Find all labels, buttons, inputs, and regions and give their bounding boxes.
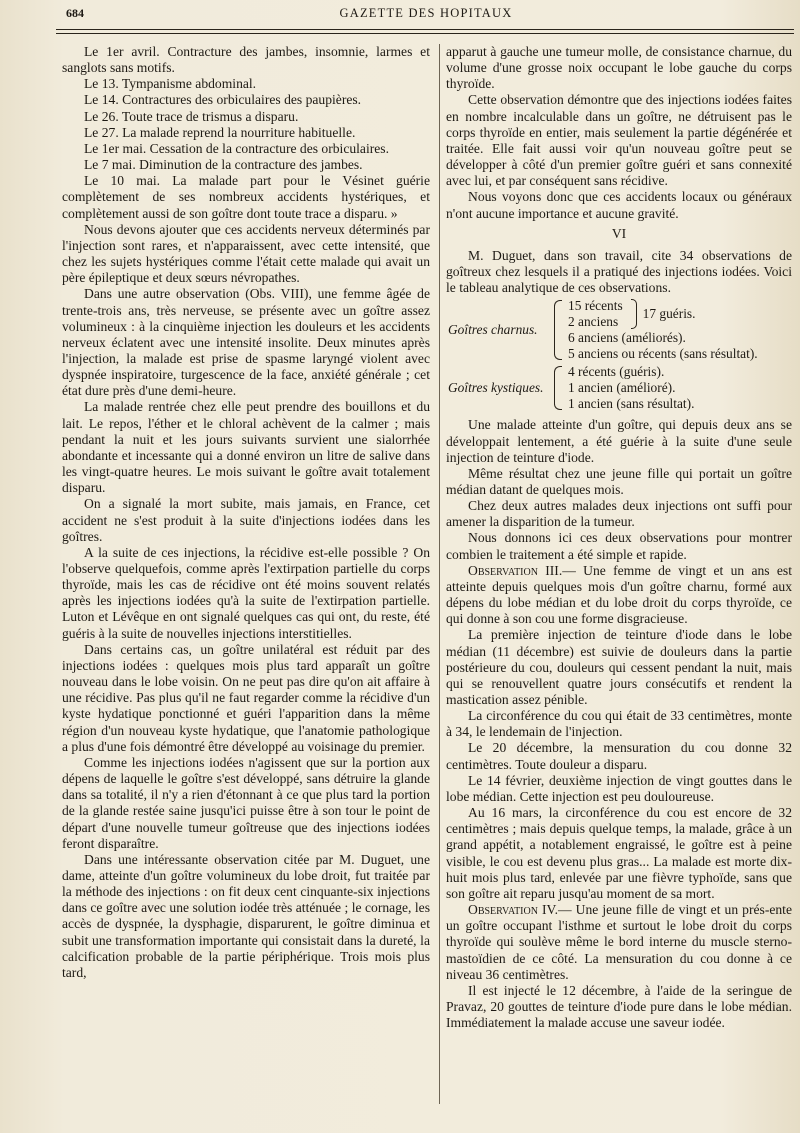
observation-heading: Observation III.	[468, 562, 563, 578]
paragraph: Le 14 février, deuxième injection de vingt gouttes dans le lobe médian. Cette injection est peu douloureuse.	[446, 772, 792, 804]
running-title: GAZETTE DES HOPITAUX	[339, 6, 513, 20]
paragraph: La malade rentrée chez elle peut prendre des bouillons et du lait. Le repos, l'éther et le chloral achèvent de la calmer ; mais pendant la nuit et les jours suivants survient une sialorrhée abondante et incessante qui a donné environ un litre de salive dans les vingt-quatre heures. Le mois suivant le goître avait totalement disparu.	[62, 399, 430, 496]
paragraph: Dans une intéressante observation citée par M. Duguet, une dame, atteinte d'un goître volumineux du lobe droit, fut traitée par la méthode des injections : on fit deux cent cinquante-six injections dans ce goître avec une solution iodée très atténuée ; le cornage, les accès de dyspnée, la dysphagie, disparurent, le goître diminua et subit une transformation importante qui consistait dans la dureté, la calcification probable de la partie périphérique. Trois mois plus tard,	[62, 851, 430, 980]
table-entry: 1 ancien (amélioré).	[568, 380, 676, 396]
table-entry: 17 guéris.	[642, 306, 696, 322]
analytic-table	[446, 298, 792, 412]
paragraph: Il est injecté le 12 décembre, à l'aide de la seringue de Pravaz, 20 gouttes de teinture d'iode pure dans le lobe médian. Immédiatement la malade accuse une saveur iodée.	[446, 982, 792, 1031]
page-number: 684	[66, 6, 84, 20]
paragraph: Une malade atteinte d'un goître, qui depuis deux ans se développait lentement, a été guérie à la suite d'une seule injection de teinture d'iode.	[446, 417, 792, 465]
header-rule-double	[56, 33, 794, 34]
paragraph: Chez deux autres malades deux injections ont suffi pour amener la disparition de la tumeur.	[446, 498, 792, 530]
paragraph: M. Duguet, dans son travail, cite 34 observations de goîtreux chez lesquels il a pratiqué des injections iodées. Voici le tableau analytique de ces observations.	[446, 247, 792, 296]
observation-text: — Une jeune fille de vingt et un prés-ente un goître occupant l'isthme et surtout le lobe droit du corps thyroïde qui soulève même le bord interne du muscle sterno-mastoïdien de ce côté. La mensuration du cou donne à ce niveau 36 centimètres.	[446, 902, 792, 982]
paragraph: Le 10 mai. La malade part pour le Vésinet guérie complètement de ses nombreux accidents hystériques, et complètement aussi de son goître dont toute trace a disparu. »	[62, 173, 430, 221]
left-column	[62, 44, 430, 981]
right-column	[446, 44, 792, 1031]
paragraph: Le 13. Tympanisme abdominal.	[84, 76, 257, 92]
paragraph: Nous voyons donc que ces accidents locaux ou généraux n'ont aucune importance et aucune gravité.	[446, 189, 792, 221]
paragraph: Cette observation démontre que des injections iodées faites en nombre incalculable dans un goître, ne détruisent pas le corps thyroïde en entier, mais seulement la partie dégénérée et traitée. Elle fait aussi voir qu'un nouveau goître peut se développer à côté d'un premier goître guéri et sans connexité avec lui, et par conséquent sans récidive.	[446, 92, 792, 189]
paragraph: Le 7 mai. Diminution de la contracture des jambes.	[84, 157, 363, 173]
group-entries	[568, 298, 758, 362]
group-label: Goîtres kystiques.	[448, 380, 544, 396]
paragraph: La première injection de teinture d'iode dans le lobe médian (11 décembre) est suivie de douleurs dans la partie postérieure du cou, douleurs qui cessent pendant la nuit, mais qui se renouvellent quatre jours consécutifs et rendent la mastication assez pénible.	[446, 627, 792, 707]
paragraph: Le 26. Toute trace de trismus a disparu.	[84, 108, 299, 124]
paragraph: On a signalé la mort subite, mais jamais, en France, cet accident ne s'est produit à la suite d'injections iodées dans les goîtres.	[62, 496, 430, 544]
table-group-kystiques	[446, 364, 792, 412]
paragraph: La circonférence du cou qui était de 33 centimètres, monte à 34, le lendemain de l'injection.	[446, 708, 792, 740]
paragraph: A la suite de ces injections, la récidive est-elle possible ? On l'observe quelquefois, comme après l'extirpation partielle du corps thyroïde, mais les cas de récidive ont été moins souvent relatés après les injections iodées qu'à la suite de l'extirpation partielle. Luton et Lévêque en ont signalé quelques cas qui ont, du reste, été guéris à la suite de nouvelles injections interstitielles.	[62, 544, 430, 641]
table-entry: 5 anciens ou récents (sans résultat).	[568, 346, 758, 362]
paragraph: Le 27. La malade reprend la nourriture habituelle.	[84, 124, 356, 140]
table-entry: 1 ancien (sans résultat).	[568, 396, 695, 412]
paragraph: Nous donnons ici ces deux observations pour montrer combien le traitement a été simple et rapide.	[446, 530, 792, 562]
brace	[631, 299, 637, 329]
group-label: Goîtres charnus.	[448, 322, 538, 338]
observation-paragraph	[446, 902, 792, 983]
paragraph: Le 1er avril. Contracture des jambes, insomnie, larmes et sanglots sans motifs.	[62, 44, 430, 76]
brace	[554, 366, 562, 410]
group-entries	[568, 364, 694, 412]
paragraph: Dans une autre observation (Obs. VIII), une femme âgée de trente-trois ans, très nerveuse, se présente avec un goître assez volumineux : à la cinquième injection les douleurs et les accidents nerveux éclatent avec une intensité insolite. Deux minutes après l'injection, la malade est prise de spasme laryngé violent avec dyspnée inspiratoire, turgescence de la face, anxiété générale ; cet état dure près d'une demi-heure.	[62, 286, 430, 399]
table-group-charnus	[446, 298, 792, 362]
paragraph: Le 14. Contractures des orbiculaires des paupières.	[84, 92, 362, 108]
brace	[554, 300, 562, 360]
section-number: VI	[611, 225, 627, 241]
table-entry: 4 récents (guéris).	[568, 364, 665, 380]
paragraph: Nous devons ajouter que ces accidents nerveux déterminés par l'injection sont rares, et n'apparaissent, avec cette intensité, que chez les sujets hystériques comme l'était cette malade qui avait un père épileptique et deux sœurs névropathes.	[62, 221, 430, 286]
paragraph: Dans certains cas, un goître unilatéral est réduit par des injections iodées : quelques mois plus tard apparaît un goître nouveau dans le lobe voisin. On ne peut pas dire qu'on ait affaire à une récidive. Pas plus qu'il ne faut regarder comme la récidive d'un kyste hydatique ponctionné et guéri l'apparition dans la même région d'un nouveau kyste hydatique, que l'anatomie pathologique a plus d'une fois démontré être développé au voisinage du premier.	[62, 641, 430, 754]
paragraph: Même résultat chez une jeune fille qui portait un goître médian datant de quelques mois.	[446, 465, 792, 497]
table-entry: 15 récents	[568, 298, 623, 314]
observation-heading: Observation IV.	[468, 902, 558, 918]
table-entry: 6 anciens (améliorés).	[568, 330, 686, 346]
paragraph: Au 16 mars, la circonférence du cou est encore de 32 centimètres ; mais depuis quelque temps, la malade, grâce à un grand appétit, a notablement engraissé, le goître est à peine visible, le cou est devenu plus gras... La malade est morte dix-huit mois plus tard, enlevée par une fièvre typhoïde, sans que son goître ait reparu jusqu'au moment de sa mort.	[446, 805, 792, 901]
observation-paragraph	[446, 563, 792, 628]
paragraph: Le 1er mai. Cessation de la contracture des orbiculaires.	[84, 140, 389, 156]
column-divider	[439, 44, 440, 1104]
paragraph: Comme les injections iodées n'agissent que sur la portion aux dépens de laquelle le goître s'est développé, sans détruire la glande dans sa totalité, il n'y a rien d'étonnant à ce que plus tard la portion de la glande restée saine jusqu'ici puisse être à son tour le point de départ d'une nouvelle tumeur goîtreuse que des injections iodées feront disparaître.	[62, 754, 430, 851]
header-rule	[56, 29, 794, 30]
sub-group	[568, 298, 695, 330]
paragraph: apparut à gauche une tumeur molle, de consistance charnue, du volume d'une grosse noix occupant le lobe gauche du corps thyroïde.	[446, 44, 792, 92]
paragraph: Le 20 décembre, la mensuration du cou donne 32 centimètres. Toute douleur a disparu.	[446, 740, 792, 772]
table-entry: 2 anciens	[568, 314, 619, 330]
observation-text: — Une femme de vingt et un ans est atteinte depuis quelques mois d'un goître charnu, formé aux dépens du lobe médian et du lobe droit du corps thyroïde, ce qui donne à son cou une forme disgracieuse.	[446, 562, 792, 627]
page-header	[56, 4, 796, 26]
